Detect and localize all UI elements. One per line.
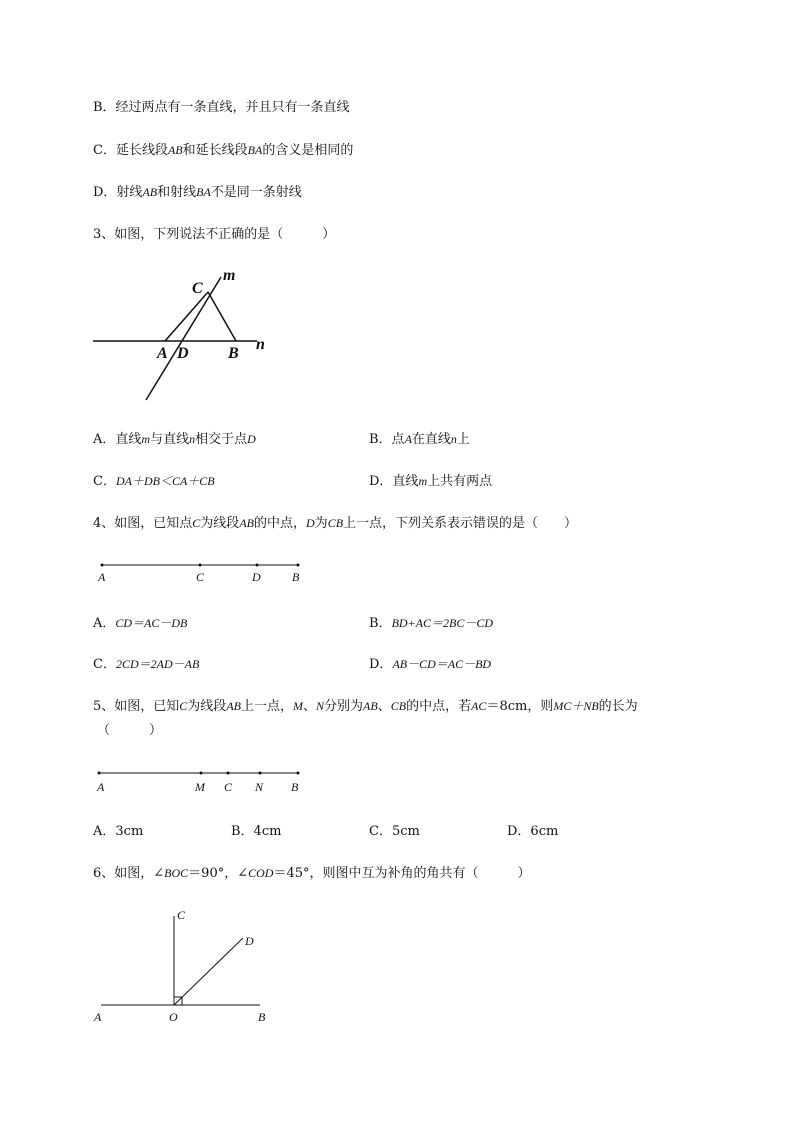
text: 上 bbox=[456, 432, 470, 447]
q4-option-d bbox=[369, 655, 491, 674]
q5-figure bbox=[95, 766, 315, 796]
var: m bbox=[418, 474, 428, 488]
expr: BD+AC＝2BC－CD bbox=[391, 616, 493, 630]
text: 、 bbox=[303, 699, 317, 714]
point-a bbox=[101, 564, 104, 567]
point-d bbox=[256, 564, 259, 567]
label-a: A bbox=[98, 570, 106, 584]
var: BA bbox=[196, 185, 211, 199]
text: 的中点， bbox=[253, 516, 306, 531]
q3-stem bbox=[93, 226, 335, 244]
q3-option-c bbox=[93, 472, 215, 491]
var: AB bbox=[363, 699, 378, 713]
q4-stem bbox=[93, 514, 577, 533]
text: B．4cm bbox=[231, 824, 282, 839]
var: C bbox=[192, 516, 201, 530]
text: B．点 bbox=[369, 432, 405, 447]
var: D bbox=[247, 432, 256, 446]
q5-stem bbox=[93, 697, 638, 716]
label-a: A bbox=[157, 345, 168, 362]
point-m bbox=[200, 772, 203, 775]
text: 上共有两点 bbox=[427, 474, 493, 489]
point-a bbox=[98, 772, 101, 775]
point-n bbox=[259, 772, 262, 775]
text: 为 bbox=[314, 516, 328, 531]
label-c: C bbox=[192, 280, 203, 297]
var: CB bbox=[327, 516, 344, 530]
expr: AB－CD＝AC－BD bbox=[392, 657, 492, 671]
expr: DA＋DB＜CA＋CB bbox=[115, 474, 215, 488]
label-b: B bbox=[291, 780, 299, 794]
label-b: B bbox=[258, 1010, 266, 1024]
text: ＝45°，则图中互为补角的角共有（ ） bbox=[273, 866, 531, 881]
q4-figure bbox=[95, 558, 315, 588]
q4-option-c bbox=[93, 655, 199, 674]
label-n: N bbox=[255, 780, 264, 794]
label-c: C bbox=[177, 908, 186, 922]
var: D bbox=[306, 516, 315, 530]
q3-figure bbox=[90, 262, 290, 412]
text: 的含义是相同的 bbox=[262, 143, 354, 158]
var: BOC bbox=[164, 866, 189, 880]
text: C．5cm bbox=[369, 824, 420, 839]
label-o: O bbox=[169, 1010, 178, 1024]
q4-option-a bbox=[93, 614, 187, 633]
var: M bbox=[293, 699, 303, 713]
var: AB bbox=[142, 185, 158, 199]
segment-cb bbox=[208, 292, 236, 341]
var: n bbox=[450, 432, 457, 446]
text: 6、如图，∠ bbox=[93, 866, 165, 881]
var: n bbox=[189, 432, 196, 446]
q2-option-b bbox=[93, 99, 350, 117]
q3-option-b bbox=[369, 430, 470, 449]
expr: CD＝AC－DB bbox=[115, 616, 188, 630]
text: 不是同一条射线 bbox=[210, 185, 302, 200]
point-c bbox=[227, 772, 230, 775]
label-m: m bbox=[223, 267, 236, 284]
q2-option-d bbox=[93, 183, 302, 202]
text: 上一点， bbox=[240, 699, 293, 714]
q6-stem bbox=[93, 864, 531, 883]
text: 和延长线段 bbox=[182, 143, 248, 158]
label-b: B bbox=[228, 345, 239, 362]
text: B． bbox=[369, 616, 392, 631]
label-d: D bbox=[245, 934, 254, 948]
text: 为线段 bbox=[187, 699, 227, 714]
text: 在直线 bbox=[411, 432, 451, 447]
q3-stem-text: 3、如图，下列说法不正确的是（ ） bbox=[93, 227, 336, 242]
label-b: B bbox=[292, 570, 300, 584]
q6-figure bbox=[90, 905, 290, 1035]
var: CB bbox=[390, 699, 407, 713]
text: D．6cm bbox=[507, 824, 559, 839]
text: 分别为 bbox=[324, 699, 364, 714]
label-d: D bbox=[177, 345, 189, 362]
text: 5、如图，已知 bbox=[93, 699, 180, 714]
var: COD bbox=[248, 866, 274, 880]
q4-option-b bbox=[369, 614, 493, 633]
text: 、 bbox=[377, 699, 391, 714]
q5-option-c bbox=[369, 823, 420, 841]
text: 与直线 bbox=[150, 432, 190, 447]
var: AC bbox=[471, 699, 487, 713]
q3-option-a bbox=[93, 430, 256, 449]
text: C．延长线段 bbox=[93, 143, 168, 158]
q5-stem-line2 bbox=[97, 722, 162, 740]
var: AB bbox=[239, 516, 254, 530]
text: C． bbox=[93, 474, 116, 489]
text: ＝90°，∠ bbox=[188, 866, 249, 881]
text: 为线段 bbox=[200, 516, 240, 531]
label-c: C bbox=[196, 570, 205, 584]
q2-option-b-text: B．经过两点有一条直线，并且只有一条直线 bbox=[93, 100, 350, 115]
q5-option-d bbox=[507, 823, 558, 841]
label-a: A bbox=[94, 1010, 102, 1024]
point-b bbox=[297, 564, 300, 567]
label-d: D bbox=[252, 570, 261, 584]
q5-option-a bbox=[93, 823, 143, 841]
text: ＝8cm，则 bbox=[486, 699, 554, 714]
label-m: M bbox=[195, 780, 205, 794]
var: m bbox=[141, 432, 151, 446]
var: AB bbox=[226, 699, 241, 713]
q2-option-c bbox=[93, 141, 353, 160]
text: D．直线 bbox=[369, 474, 419, 489]
text: （ ） bbox=[97, 723, 163, 738]
text: 4、如图，已知点 bbox=[93, 516, 193, 531]
point-b bbox=[297, 772, 300, 775]
q5-option-b bbox=[231, 823, 281, 841]
text: A． bbox=[93, 616, 116, 631]
label-a: A bbox=[97, 780, 105, 794]
var: AB bbox=[167, 143, 183, 157]
label-n: n bbox=[256, 336, 265, 353]
text: A．3cm bbox=[93, 824, 144, 839]
text: 相交于点 bbox=[195, 432, 248, 447]
text: C． bbox=[93, 657, 116, 672]
text: D．射线 bbox=[93, 185, 143, 200]
var: A bbox=[404, 432, 412, 446]
var: N bbox=[316, 699, 325, 713]
text: D． bbox=[369, 657, 393, 672]
var: C bbox=[179, 699, 188, 713]
ray-od bbox=[174, 938, 243, 1005]
q3-option-d bbox=[369, 472, 492, 491]
text: A．直线 bbox=[93, 432, 142, 447]
point-c bbox=[199, 564, 202, 567]
text: 上一点，下列关系表示错误的是（ ） bbox=[343, 516, 578, 531]
text: 的中点，若 bbox=[406, 699, 472, 714]
text: 和射线 bbox=[157, 185, 197, 200]
var: BA bbox=[247, 143, 263, 157]
expr: 2CD＝2AD－AB bbox=[115, 657, 200, 671]
text: 的长为 bbox=[598, 699, 638, 714]
var: MC＋NB bbox=[553, 699, 599, 713]
label-c: C bbox=[224, 780, 233, 794]
